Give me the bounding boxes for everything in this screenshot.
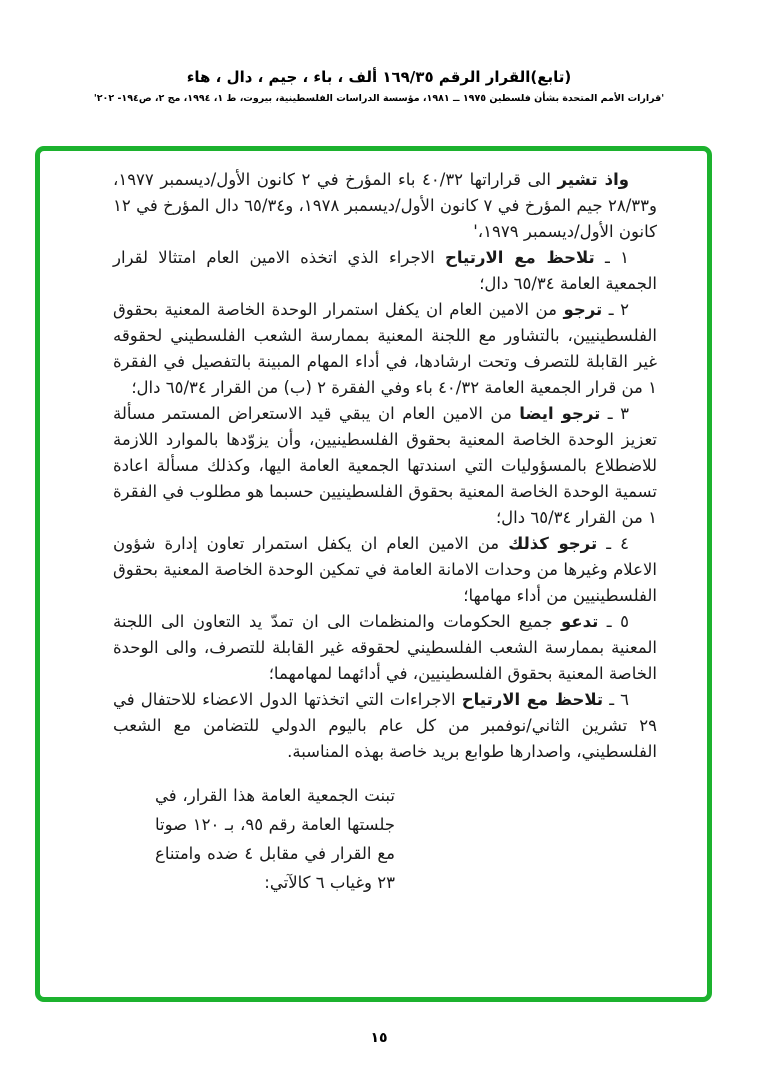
operative-paragraph-3: [113, 401, 657, 531]
paragraph-number: ٢ ـ: [602, 300, 630, 319]
preamble-body: الى قراراتها ٤٠/٣٢ باء المؤرخ في ٢ كانون الأول/ديسمبر ١٩٧٧، و٢٨/٣٣ جيم المؤرخ في ٧ كانون الأول/ديسمبر ١٩٧٨، و٦٥/٣٤ دال المؤرخ في ١٢ كانون الأول/ديسمبر ١٩٧٩،': [113, 170, 657, 241]
document-header: [0, 68, 758, 104]
page-number: ١٥: [370, 1030, 388, 1046]
paragraph-lead: تلاحظ مع الارتياح: [444, 248, 595, 267]
paragraph-body: من الامين العام ان يكفل استمرار الوحدة الخاصة المعنية بحقوق الفلسطينيين، بالتشاور مع اللجنة المعنية بممارسة الشعب الفلسطيني لحقوقه غير القابلة للتصرف وتحت ارشادها، في أداء المهام المبينة بالتفصيل في الفقرة ١ من قرار الجمعية العامة ٤٠/٣٢ باء وفي الفقرة ٢ (ب) من القرار ٦٥/٣٤ دال؛: [113, 300, 657, 397]
paragraph-body: جميع الحكومات والمنظمات الى ان تمدّ يد التعاون الى اللجنة المعنية بممارسة الشعب الفلسطيني لحقوقه غير القابلة للتصرف، والى الوحدة الخاصة المعنية بحقوق الفلسطينيين، في أدائهما لمهامهما؛: [113, 612, 657, 683]
operative-paragraph-6: [113, 687, 657, 765]
paragraph-lead: تلاحظ مع الارتياح: [461, 690, 604, 709]
paragraph-number: ٣ ـ: [600, 404, 629, 423]
green-frame: [35, 146, 712, 1002]
paragraph-body: من الامين العام ان يكفل استمرار تعاون إدارة شؤون الاعلام وغيرها من وحدات الامانة العامة في تمكين الوحدة الخاصة المعنية بحقوق الفلسطينيين من أداء مهامها؛: [113, 534, 657, 605]
operative-paragraph-1: [113, 245, 657, 297]
paragraph-body: الاجراءات التي اتخذتها الدول الاعضاء للاحتفال في ٢٩ تشرين الثاني/نوفمبر من كل عام باليوم الدولي للتضامن مع الشعب الفلسطيني، واصدارها طوابع بريد خاصة بهذه المناسبة.: [113, 690, 657, 761]
paragraph-lead: ترجو: [563, 300, 603, 319]
operative-paragraph-2: [113, 297, 657, 401]
resolution-title: (تابع)القرار الرقم ١٦٩/٣٥ ألف ، باء ، جيم ، دال ، هاء: [186, 68, 572, 86]
paragraph-number: ١ ـ: [594, 248, 630, 267]
paragraph-lead: تدعو: [560, 612, 599, 631]
paragraph-body: الاجراء الذي اتخذه الامين العام امتثالا لقرار الجمعية العامة ٦٥/٣٤ دال؛: [113, 248, 657, 293]
source-citation: 'قرارات الأمم المتحدة بشأن فلسطين ١٩٧٥ ــ ١٩٨١، مؤسسة الدراسات الفلسطينية، بيروت، ط ١، ١٩٩٤، مج ٢، ص١٩٤- ٢٠٢': [93, 93, 665, 104]
paragraph-lead: ترجو كذلك: [508, 534, 598, 553]
resolution-text: [40, 151, 707, 897]
preamble-paragraph: [113, 167, 657, 245]
adoption-vote-note: تبنت الجمعية العامة هذا القرار، في جلستها العامة رقم ٩٥، بـ ١٢٠ صوتا مع القرار في مقابل ٤ ضده وامتناع ٢٣ وغياب ٦ كالآتي:: [155, 786, 395, 892]
preamble-lead: واذ تشير: [557, 170, 630, 189]
paragraph-number: ٤ ـ: [597, 534, 629, 553]
paragraph-lead: ترجو ايضا: [519, 404, 601, 423]
operative-paragraph-4: [113, 531, 657, 609]
operative-paragraph-5: [113, 609, 657, 687]
paragraph-body: من الامين العام ان يبقي قيد الاستعراض المستمر مسألة تعزيز الوحدة الخاصة المعنية بحقوق الفلسطينيين، وأن يزوّدها بالموارد اللازمة للاضطلاع بالمسؤوليات التي اسندتها الجمعية العامة اليها، وكذلك مسألة اعادة تسمية الوحدة الخاصة المعنية بحقوق الفلسطينيين حسبما هو مطلوب في الفقرة ١ من القرار ٦٥/٣٤ دال؛: [113, 404, 657, 527]
paragraph-number: ٥ ـ: [598, 612, 629, 631]
paragraph-number: ٦ ـ: [603, 690, 630, 709]
